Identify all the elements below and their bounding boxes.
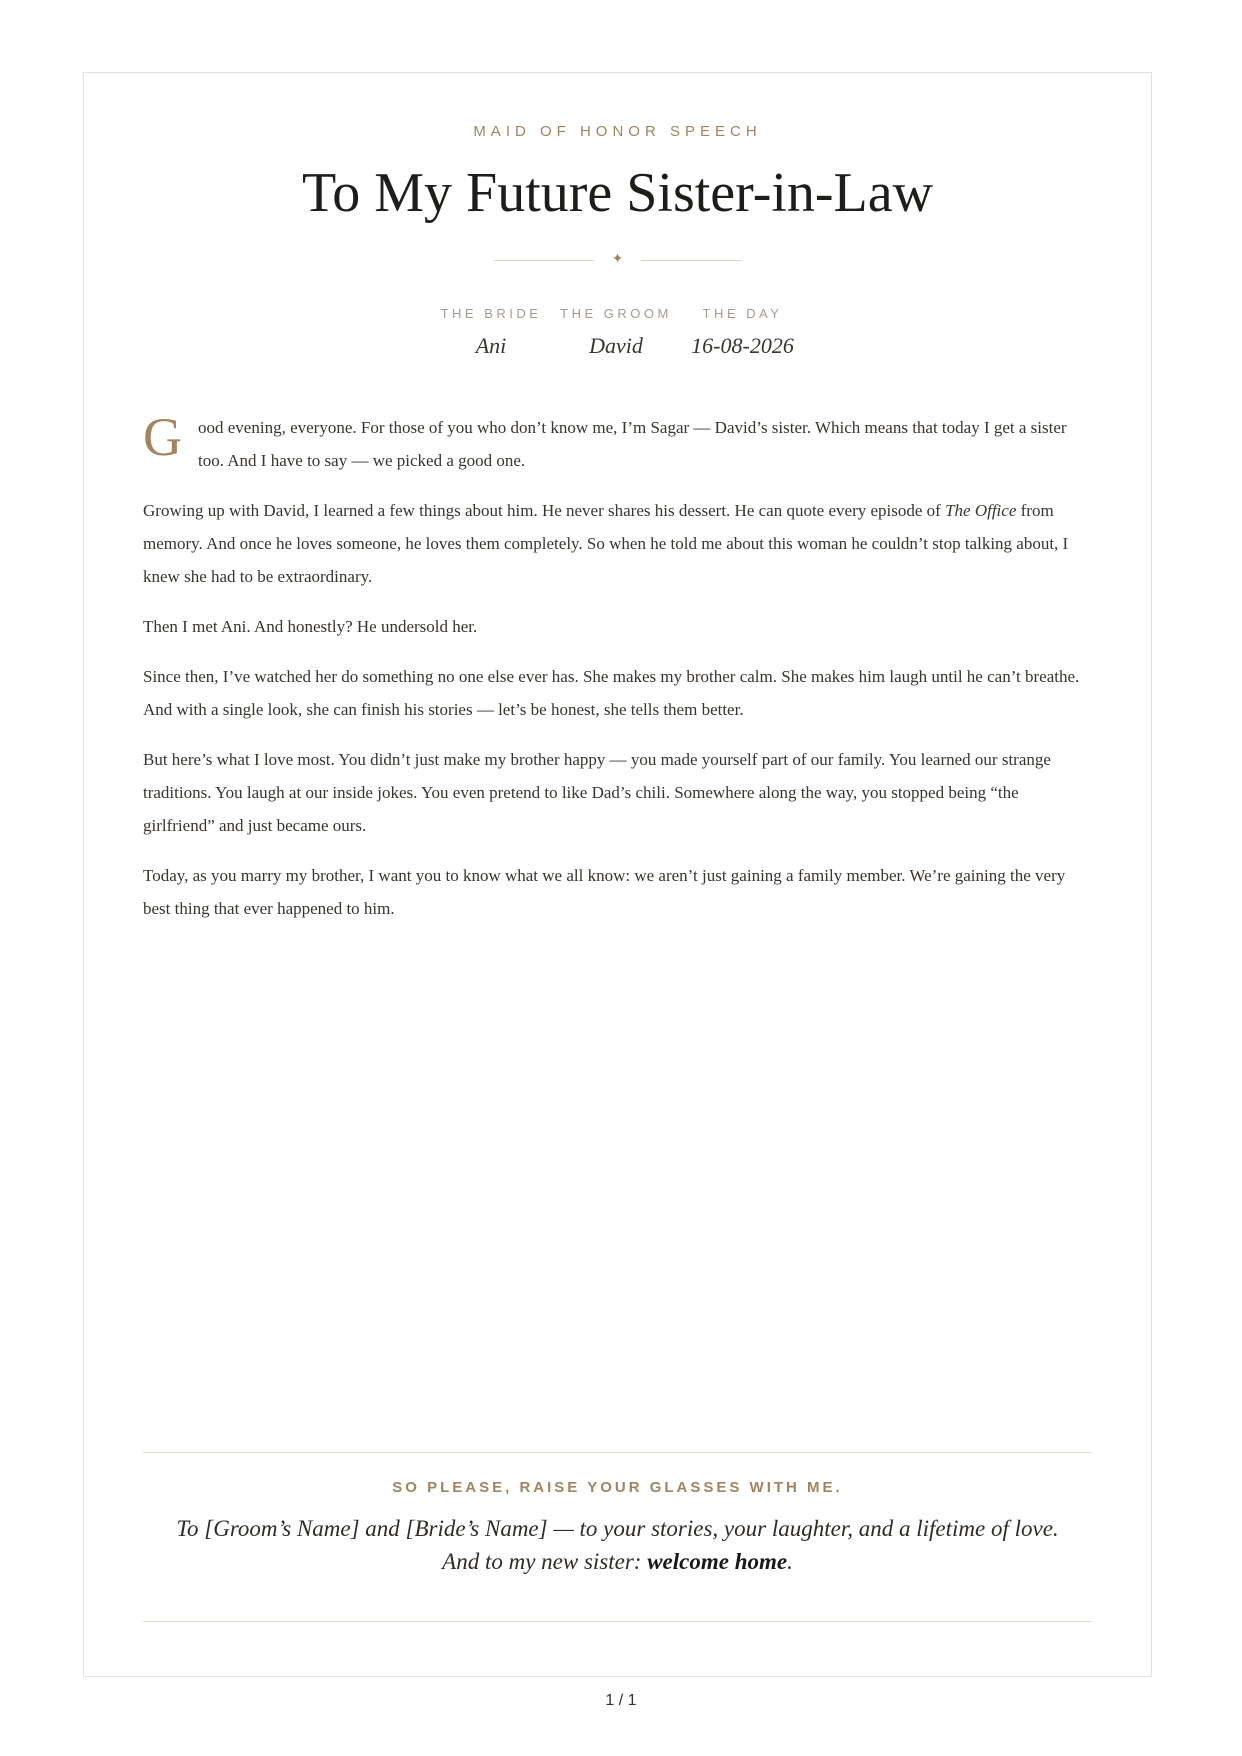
drop-cap: G — [143, 407, 182, 467]
bride-name: Ani — [475, 333, 507, 358]
groom-detail — [553, 306, 680, 359]
speech-paragraph-2 — [143, 494, 1092, 593]
speech-paragraph-4: Since then, I’ve watched her do something no one else ever has. She makes my brother calm. She makes him laugh until he can’t breathe. And with a single look, she can finish his stories — let’s be honest, she tells them better. — [143, 667, 1080, 719]
paragraph-text: from memory. And once he loves someone, he loves them completely. So when he told me about this woman he couldn’t stop talking about, I knew she had to be extraordinary. — [143, 501, 1069, 586]
paragraph-text: ood evening, everyone. For those of you who don’t know me, I’m Sagar — David’s sister. Which means that today I get a sister too. And I have to say — we picked a good one. — [198, 418, 1067, 470]
bride-detail — [430, 306, 553, 359]
speech-paragraph-5: But here’s what I love most. You didn’t just make my brother happy — you made yourself part of our family. You learned our strange traditions. You laugh at our inside jokes. You even pretend to like Dad’s chili. Somewhere along the way, you stopped being “the girlfriend” and just became ours. — [143, 750, 1051, 835]
wedding-date: 16-08-2026 — [691, 333, 794, 358]
sparkle-icon: ✦ — [611, 252, 624, 267]
divider-rule-right — [641, 260, 741, 261]
page-title: To My Future Sister-in-Law — [301, 162, 934, 224]
speech-paragraph-3: Then I met Ani. And honestly? He undersold her. — [143, 617, 478, 636]
groom-name: David — [589, 333, 643, 358]
page-indicator: 1 / 1 — [605, 1692, 637, 1709]
day-label: THE DAY — [702, 306, 783, 321]
toast-line-1: To [Groom’s Name] and [Bride’s Name] — to your stories, your laughter, and a lifetime of love. — [176, 1516, 1059, 1541]
speech-body — [143, 407, 1092, 942]
paragraph-text: Growing up with David, I learned a few things about him. He never shares his dessert. He can quote every episode of — [143, 501, 946, 520]
title-divider — [84, 253, 1151, 267]
toast-text: . — [787, 1549, 793, 1574]
day-detail — [680, 306, 806, 359]
speech-paragraph-6: Today, as you marry my brother, I want you to know what we all know: we aren’t just gaining a family member. We’re gaining the very best thing that ever happened to him. — [143, 866, 1066, 918]
toast-text: And to my new sister: — [442, 1549, 648, 1574]
wedding-details — [84, 306, 1151, 359]
toast-emphasis: welcome home — [647, 1549, 788, 1574]
show-title: The Office — [945, 501, 1017, 520]
toast-section — [143, 1452, 1092, 1622]
bride-label: THE BRIDE — [440, 306, 542, 321]
eyebrow-label: MAID OF HONOR SPEECH — [473, 123, 762, 140]
groom-label: THE GROOM — [560, 306, 672, 321]
toast-line-2 — [143, 1549, 1092, 1575]
toast-lead: SO PLEASE, RAISE YOUR GLASSES WITH ME. — [392, 1479, 843, 1496]
speech-paragraph-1 — [143, 407, 1092, 477]
speech-card — [83, 72, 1152, 1677]
divider-rule-left — [494, 260, 594, 261]
